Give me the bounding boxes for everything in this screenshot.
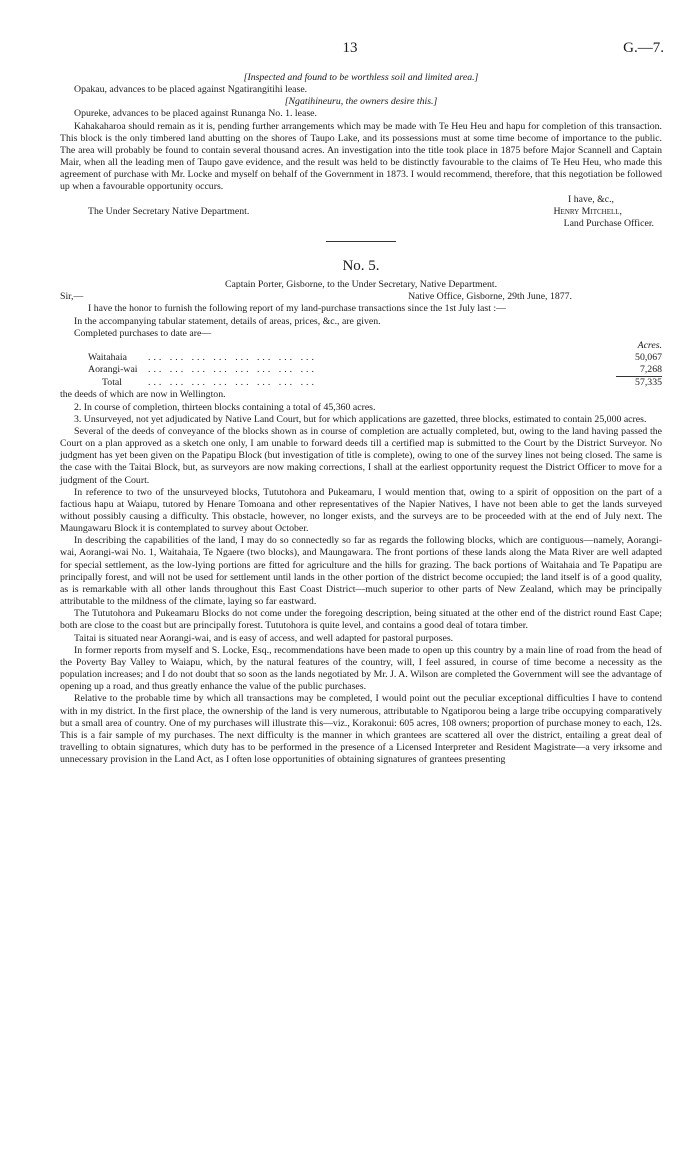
document-code: G.—7. — [623, 40, 664, 56]
table-row-name: Aorangi-wai — [88, 364, 138, 376]
owners-note: [Ngatihineuru, the owners desire this.] — [284, 96, 438, 108]
table-total-label: Total — [102, 377, 122, 389]
item-3: 3. Unsurveyed, not yet adjudicated by Native Land Court, but for which applications are gazetted, three blocks, estimated to contain 25,000 acres. — [74, 413, 647, 425]
table-row-dots: ... ... ... ... ... ... ... ... — [148, 364, 317, 376]
paragraph-road: In former reports from myself and S. Locke, Esq., recommendations have been made to open up this country by a main line of road from the head of the Poverty Bay Valley to Waiapu, which, by the natural features of the country, will, I feel assured, in course of time become a necessity as the population increases; and I do not doubt that so soon as the lands negotiated by Mr. J. A. Wilson are completed the Government will see the advantage of opening up a road, and thus greatly enhance the value of the public purchases. — [60, 644, 662, 693]
table-row — [88, 352, 662, 364]
signatory-name: Henry Mitchell, — [553, 205, 622, 217]
table-total-dots: ... ... ... ... ... ... ... ... — [148, 377, 317, 389]
item-2: 2. In course of completion, thirteen blocks containing a total of 45,360 acres. — [74, 401, 376, 413]
salutation: Sir,— — [60, 291, 84, 303]
page-header — [0, 40, 700, 60]
dateline: Native Office, Gisborne, 29th June, 1877. — [408, 291, 572, 303]
table-row-name: Waitahaia — [88, 351, 127, 363]
table-row-acres: 7,268 — [639, 364, 662, 376]
table-row — [88, 364, 662, 376]
table-row-acres: 50,067 — [635, 351, 662, 363]
paragraph-unsurveyed: In reference to two of the unsurveyed blocks, Tututohora and Pukeamaru, I would mention that, owing to a spirit of opposition on the part of a factious hapu at Waiapu, tutored by Henare Tomoana and other representatives of the Napier Natives, I have not been able to get the lands surveyed without possibly causing a difficulty. This obstacle, however, no longer exists, and the surveys are to be proceeded with at the end of July next. The Maungawaru Block it is contemplated to survey about October. — [60, 486, 662, 535]
deeds-line: the deeds of which are now in Wellington. — [60, 389, 226, 401]
table-total-row — [88, 377, 662, 389]
table-row-dots: ... ... ... ... ... ... ... ... — [148, 351, 317, 363]
closing-line: I have, &c., — [568, 193, 614, 205]
signature-row — [60, 206, 662, 218]
addressee: The Under Secretary Native Department. — [88, 205, 250, 217]
kahakaharoa-paragraph: Kahakaharoa should remain as it is, pending further arrangements which may be made with Te Heu Heu and hapu for completion of this transaction. This block is the only timbered land abutting on the shores of Taupo Lake, and its possessions must at some time become of importance to the public. The area will probably be found to contain several thousand acres. An investigation into the title took place in 1875 before Major Scannell and Captain Mair, when all the leading men of Taupo gave evidence, and the result was held to be distinctly favourable to the claims of Te Heu Heu, who made this agreement of purchase with Mr. Locke and myself on behalf of the Government in 1873. I would recommend, therefore, that this negotiation be followed up when a favourable opportunity occurs. — [60, 120, 662, 193]
salutation-row — [60, 291, 662, 303]
page-number: 13 — [342, 40, 358, 56]
purchases-table — [88, 340, 662, 390]
opakau-line: Opakau, advances to be placed against Ngatirangitihi lease. — [74, 84, 308, 96]
paragraph-deeds: Several of the deeds of conveyance of the blocks shown as in course of completion are actually completed, but, owing to the land having passed the Court on a plan approved as a sketch one only, I am unable to forward deeds till a certified map is submitted to the Court by the District Surveyor. No judgment has yet been given on the Papatipu Block (but investigation of title is complete), owing to one of the survey lines not being closed. The same is the case with the Taitai Block, but, as surveyors are now making corrections, I shall at the earliest opportunity request the District Officer to move for a judgment of the Court. — [60, 425, 662, 486]
letter-heading: Captain Porter, Gisborne, to the Under Secretary, Native Department. — [224, 279, 498, 291]
inspection-note: [Inspected and found to be worthless soil and limited area.] — [243, 72, 479, 83]
table-total-value: 57,335 — [635, 377, 662, 389]
paragraph-taitai: Taitai is situated near Aorangi-wai, and is easy of access, and well adapted for pastoral purposes. — [74, 632, 454, 644]
document-body — [60, 72, 662, 766]
signatory-title: Land Purchase Officer. — [563, 217, 654, 229]
intro-paragraph: I have the honor to furnish the following report of my land-purchase transactions since the 1st July last :— — [88, 303, 506, 315]
accompanying-paragraph: In the accompanying tabular statement, details of areas, prices, &c., are given. — [74, 315, 381, 327]
section-number: No. 5. — [342, 258, 380, 275]
paragraph-difficulties: Relative to the probable time by which all transactions may be completed, I would point out the peculiar exceptional difficulties I have to contend with in my district. In the first place, the ownership of the land is very numerous, attributable to Ngatiporou being a large tribe occupying comparatively but a small area of country. One of my purchases will illustrate this—viz., Korakonui: 605 acres, 108 owners; proportion of purchase money to each, 12s. This is a fair sample of my purchases. The next difficulty is the manner in which grantees are scattered all over the district, entailing a great deal of travelling to obtain signatures, which duty has to be performed in the presence of a Licensed Interpreter and Resident Magistrate—a very irksome and unnecessary provision in the Land Act, as I often lose opportunities of obtaining signatures of grantees presenting — [60, 693, 662, 766]
completed-paragraph: Completed purchases to date are— — [74, 327, 212, 339]
table-unit-header: Acres. — [637, 339, 662, 351]
opureke-line: Opureke, advances to be placed against Runanga No. 1. lease. — [74, 108, 317, 120]
paragraph-tututohora: The Tututohora and Pukeamaru Blocks do not come under the foregoing description, being situated at the other end of the district round East Cape; both are close to the coast but are principally forest. Tututohora is quite level, and contains a good deal of totara timber. — [60, 608, 662, 632]
paragraph-capabilities: In describing the capabilities of the land, I may do so connectedly so far as regards the following blocks, which are contiguous—namely, Aorangi-wai, Aorangi-wai No. 1, Waitahaia, Te Ngaere (two blocks), and Maungawara. The front portions of these lands along the Mata River are well adapted for special settlement, as the low-lying portions are fitted for agriculture and the hills for grazing. The back portions of Waitahaia and Te Papatipu are principally forest, and will not be used for settlement until lands in the other portion of the district become occupied; the land itself is of a good quality, as is remarkable with all other lands throughout this East Coast District—much superior to other parts of New Zealand, which may be principally attributable to the mildness of the climate, laying so far eastward. — [60, 535, 662, 608]
section-divider — [326, 241, 396, 242]
